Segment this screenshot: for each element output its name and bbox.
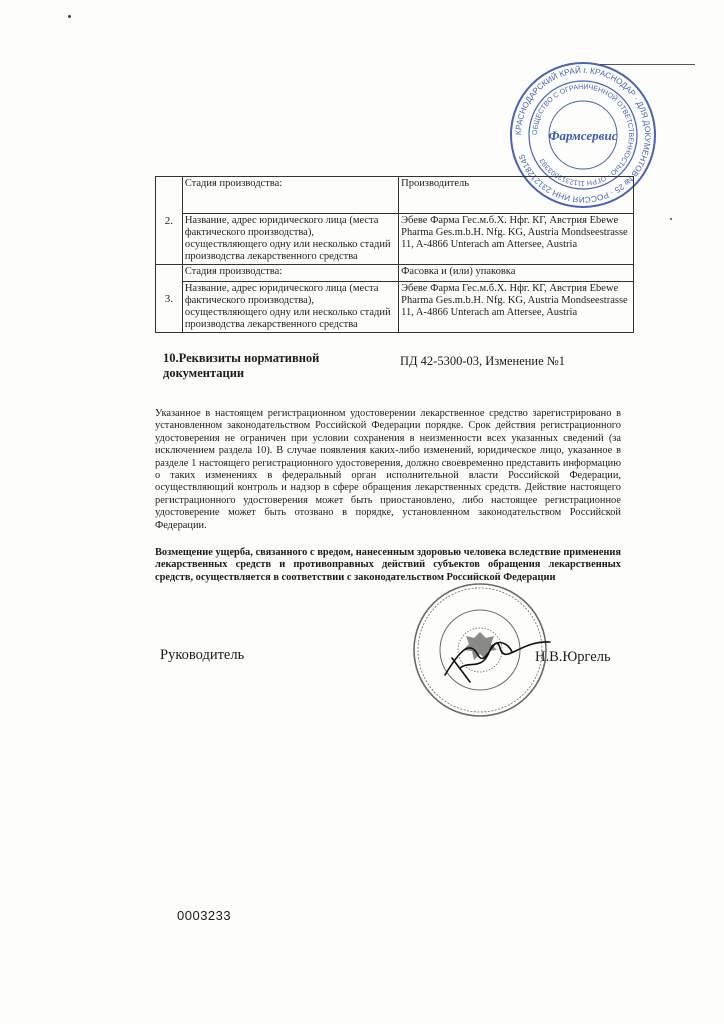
address-value: Эбеве Фарма Гес.м.б.Х. Нфг. КГ, Австрия Ebewe Pharma Ges.m.b.H. Nfg. KG, Austria Mondseestrasse 11, A-4866 Unterach am Attersee, Austria — [399, 214, 634, 265]
stage-value: Фасовка и (или) упаковка — [399, 265, 634, 282]
stamp-center-text: Фармсервис — [548, 128, 618, 143]
stamp-inner-text: ОБЩЕСТВО С ОГРАНИЧЕННОЙ ОТВЕТСТВЕННОСТЬЮ · ОГРН 1112312003393 — [531, 83, 635, 187]
registration-notice: Указанное в настоящем регистрационном удостоверении лекарственное средство зарегистрировано в установленном законодательством Российской Федерации порядке. Срок действия регистрационного удостоверения не ограничен при условии сохранения в неизменности всех указанных сведений (за исключением раздела 10). В случае появления каких-либо изменений, юридическое лицо, указанное в разделе 1 настоящего регистрационного удостоверения, должно своевременно представить информацию о таких изменениях в федеральный орган исполнительной власти Российской Федерации, осуществляющий контроль и надзор в сфере обращения лекарственных средств. Действие настоящего регистрационного удостоверения может быть приостановлено, либо настоящее регистрационное удостоверение может быть отозвано в порядке, установленном законодательством Российской Федерации. — [155, 408, 621, 531]
address-label: Название, адрес юридического лица (места фактического производства), осуществляющего одну или несколько стадий производства лекарственного средства — [182, 282, 398, 333]
table-row — [156, 265, 634, 282]
stage-label: Стадия производства: — [182, 177, 398, 214]
address-label: Название, адрес юридического лица (места фактического производства), осуществляющего одну или несколько стадий производства лекарственного средства — [182, 214, 398, 265]
stamp-outer-text: КРАСНОДАРСКИЙ КРАЙ г. КРАСНОДАР · ДЛЯ ДОКУМЕНТОВ № 25 · РОССИЯ ИНН 2312128145 — [513, 65, 653, 205]
signatory-position: Руководитель — [160, 647, 245, 663]
scan-speck — [68, 15, 71, 18]
section-10-title: 10.Реквизиты нормативной документации — [163, 351, 320, 380]
damages-notice: Возмещение ущерба, связанного с вредом, нанесенным здоровью человека вследствие применения лекарственных средств и противоправных действий субъектов обращения лекарственных средств, осуществляется в соответствии с законодательством Российской Федерации — [155, 547, 621, 583]
signatory-name: Н.В.Юргель — [535, 649, 611, 665]
stage-value: Производитель — [399, 177, 634, 214]
row-number: 2. — [156, 177, 183, 265]
stage-label: Стадия производства: — [182, 265, 398, 282]
section-10-value: ПД 42-5300-03, Изменение №1 — [400, 354, 565, 368]
table-row — [156, 282, 634, 333]
row-number: 3. — [156, 265, 183, 333]
document-number: 0003233 — [177, 908, 232, 923]
production-table — [155, 176, 634, 333]
scan-speck — [670, 218, 672, 220]
address-value: Эбеве Фарма Гес.м.б.Х. Нфг. КГ, Австрия Ebewe Pharma Ges.m.b.H. Nfg. KG, Austria Mondseestrasse 11, A-4866 Unterach am Attersee, Austria — [399, 282, 634, 333]
table-row — [156, 177, 634, 214]
table-row — [156, 214, 634, 265]
